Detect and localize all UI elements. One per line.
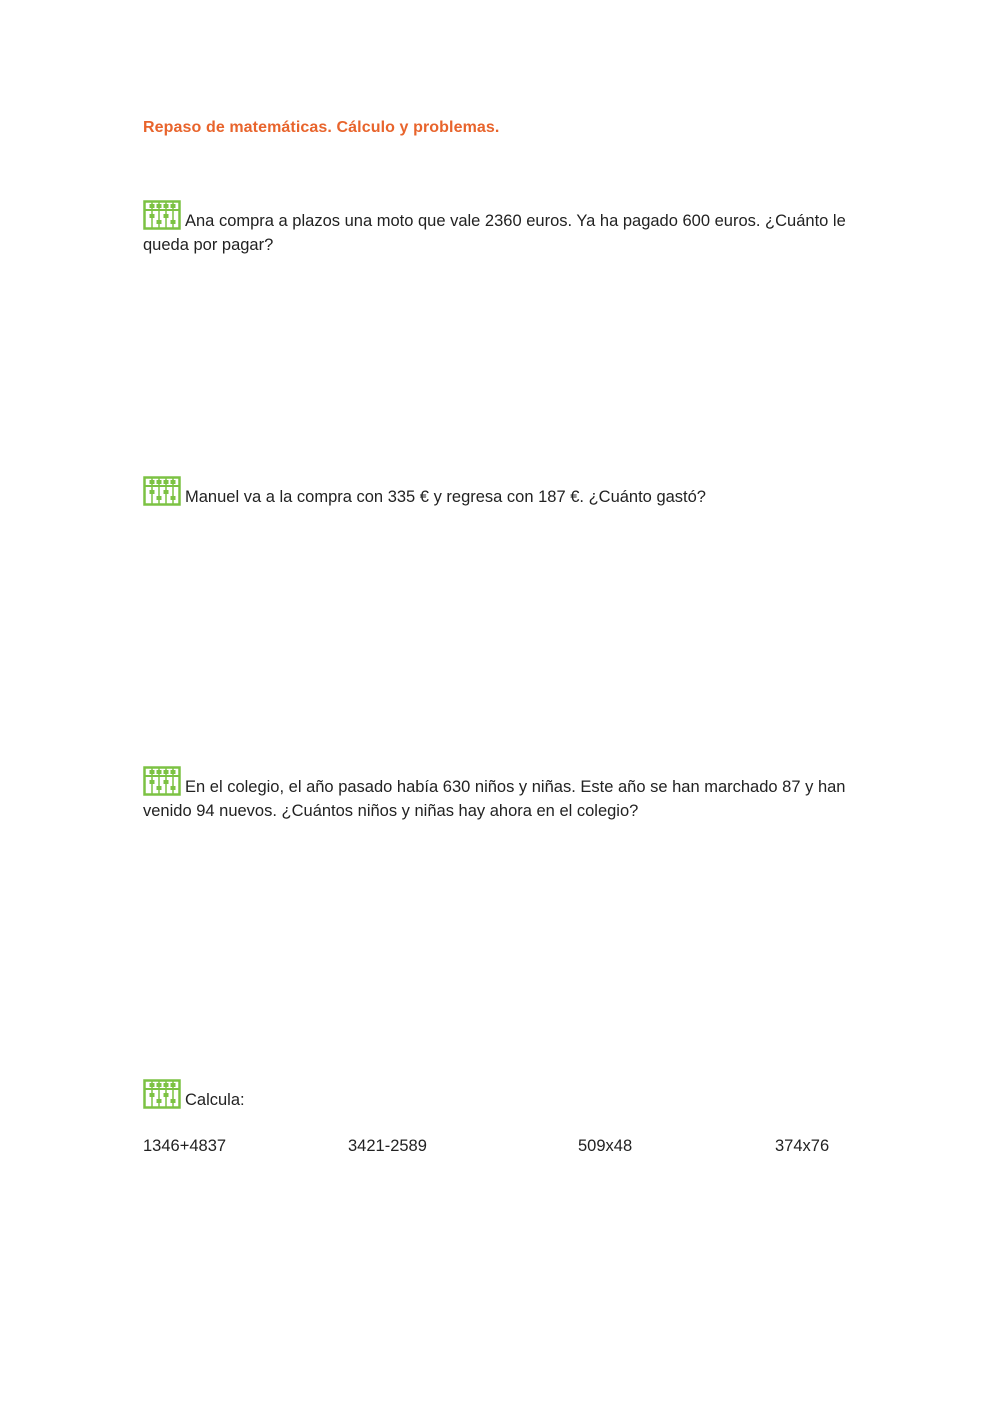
abacus-icon: [143, 1079, 181, 1109]
problem-1-text: Ana compra a plazos una moto que vale 2360 euros. Ya ha pagado 600 euros. ¿Cuánto le queda por pagar?: [143, 212, 846, 254]
operation-3: 509x48: [578, 1137, 633, 1155]
operations-row: [0, 1137, 1000, 1161]
operation-2: 3421-2589: [348, 1137, 427, 1155]
problem-1: [143, 200, 858, 257]
operation-1: 1346+4837: [143, 1137, 227, 1155]
abacus-icon: [143, 476, 181, 506]
problem-2: [143, 476, 858, 509]
operation-4: 374x76: [775, 1137, 830, 1155]
problem-4: [143, 1079, 858, 1112]
problem-3-text: En el colegio, el año pasado había 630 niños y niñas. Este año se han marchado 87 y han venido 94 nuevos. ¿Cuántos niños y niñas hay ahora en el colegio?: [143, 778, 846, 820]
page-title: Repaso de matemáticas. Cálculo y problemas.: [143, 119, 500, 136]
problem-3: [143, 766, 858, 823]
problem-2-text: Manuel va a la compra con 335 € y regresa con 187 €. ¿Cuánto gastó?: [185, 488, 706, 506]
abacus-icon: [143, 766, 181, 796]
problem-4-text: Calcula:: [185, 1091, 245, 1109]
abacus-icon: [143, 200, 181, 230]
